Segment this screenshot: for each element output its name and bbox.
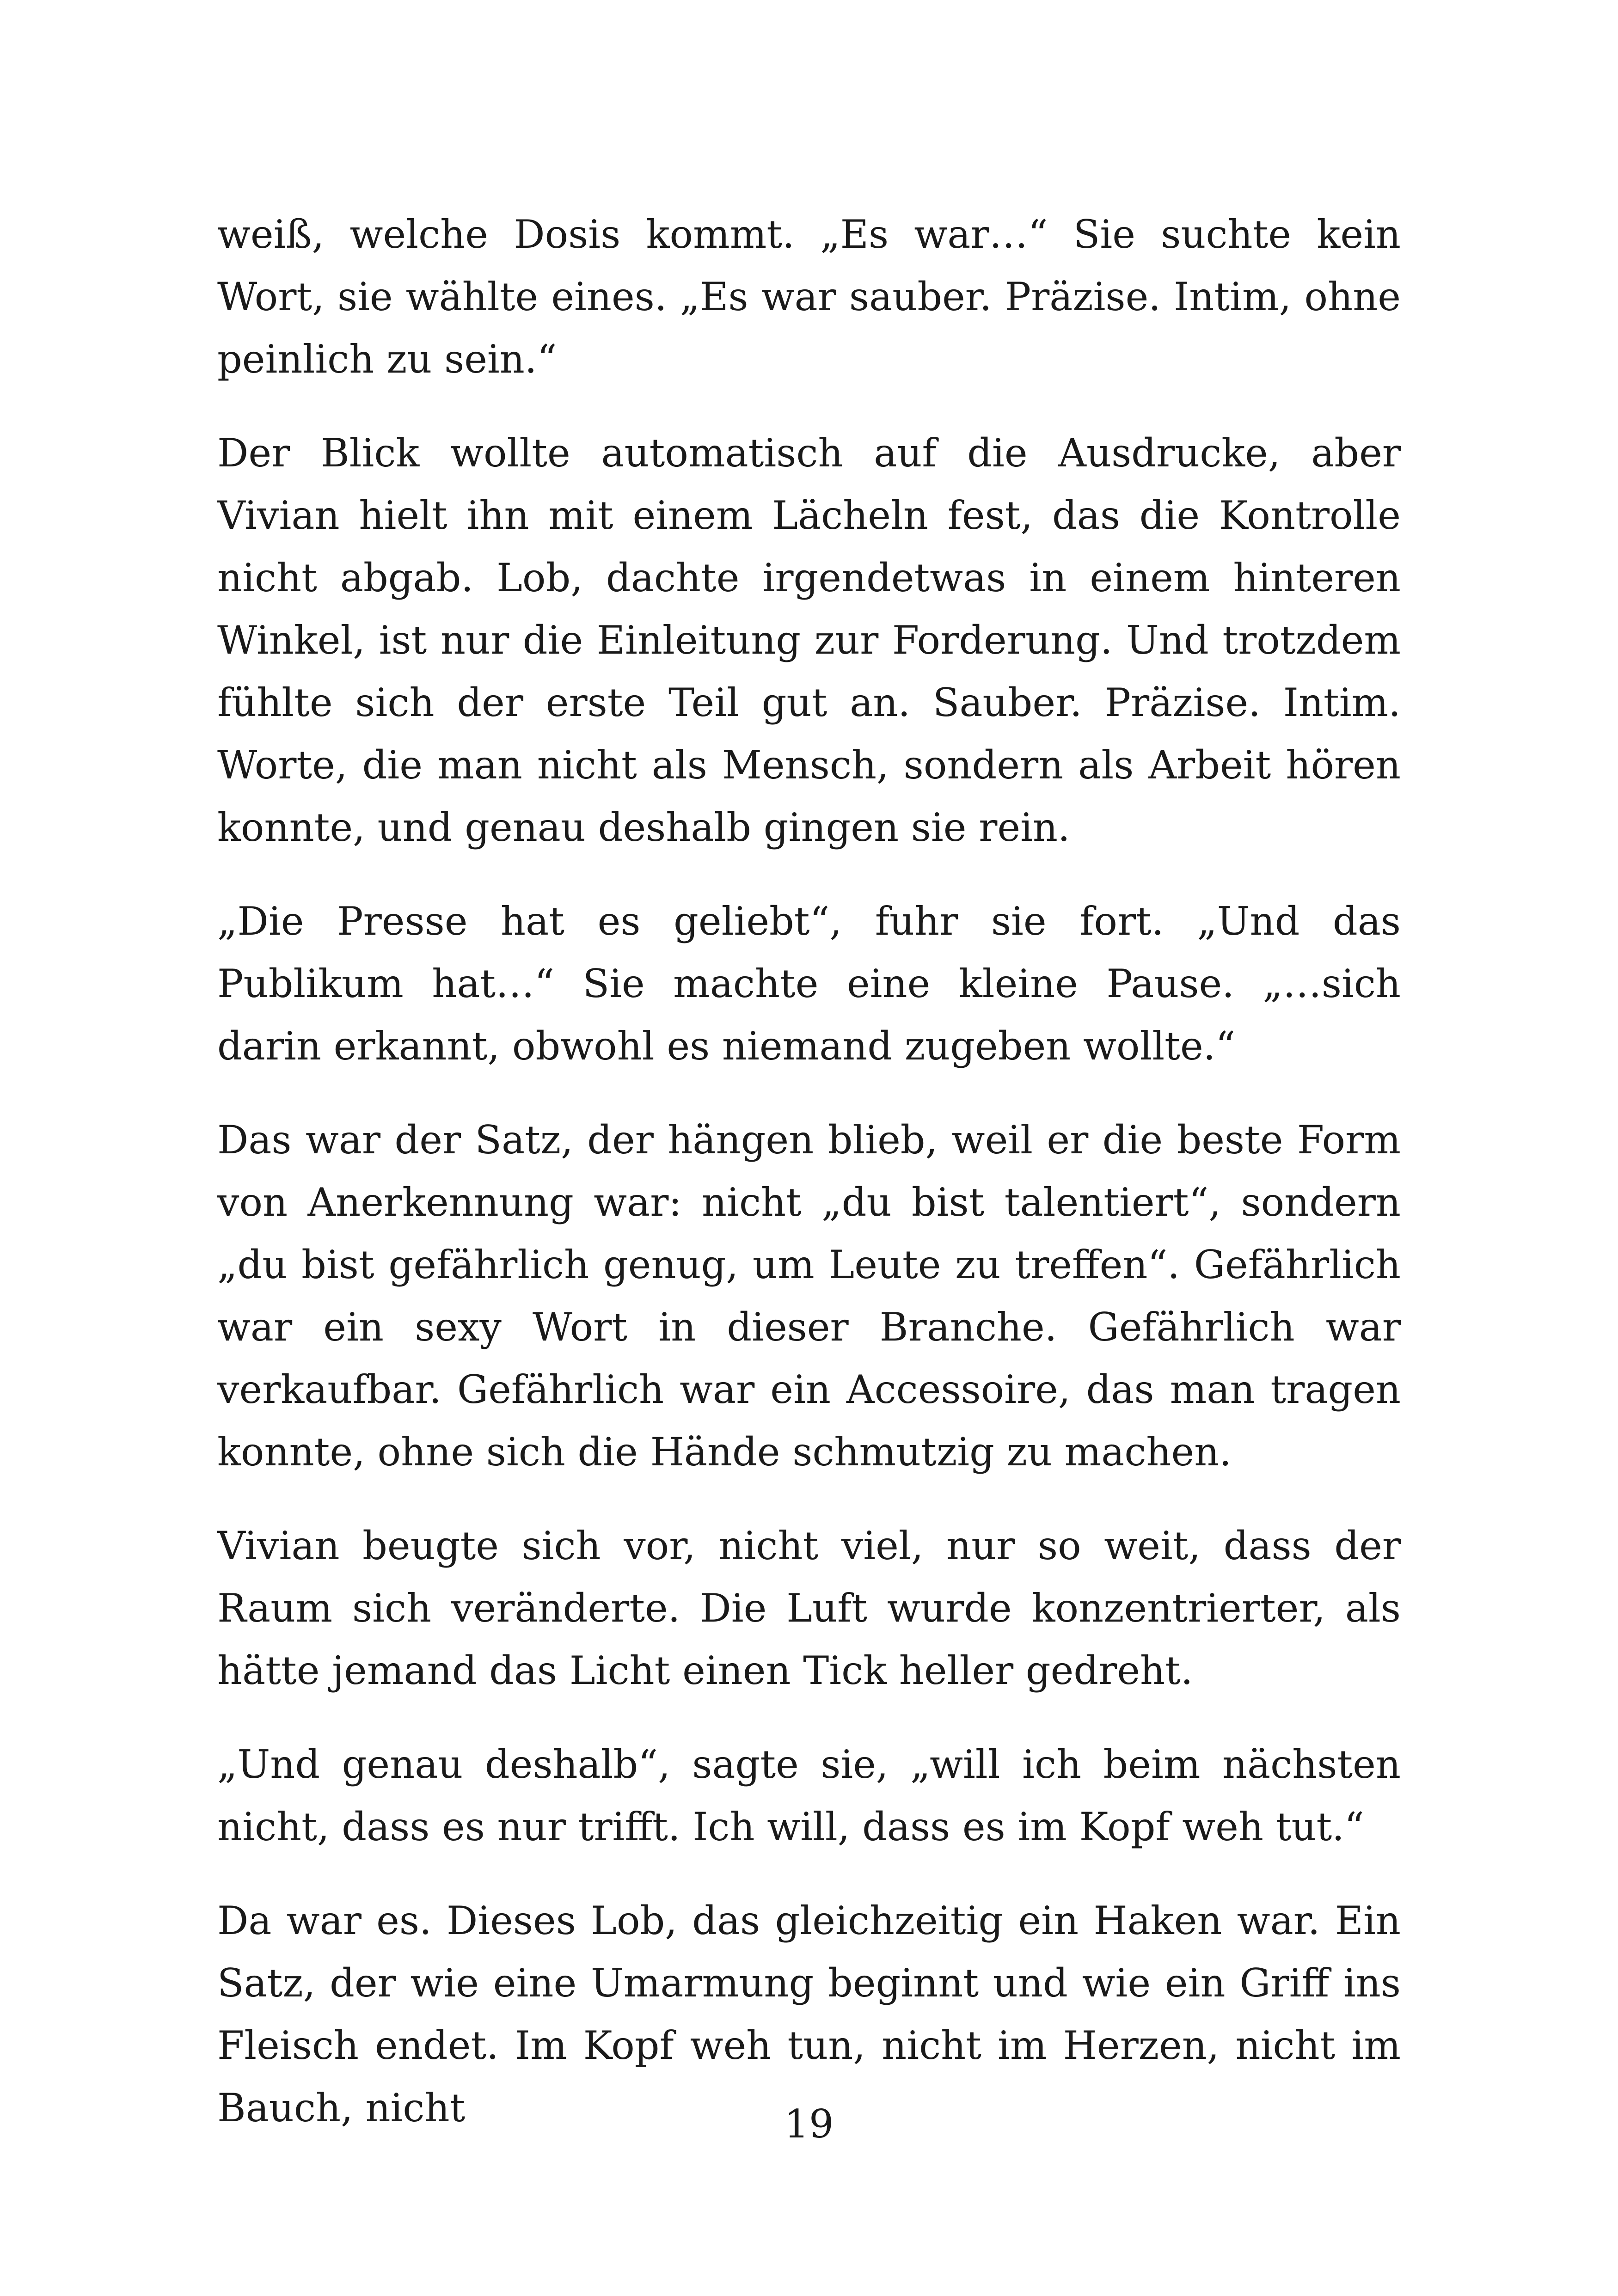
- paragraph-4: Das war der Satz, der hängen blieb, weil er die beste Form von Anerkennung war: nicht „du bist talentiert“, sondern „du bist gefährlich genug, um Leute zu treffen“. Gefährlich war ein sexy Wort in dieser Branche. Gefährlich war verkaufbar. Gefährlich war ein Accessoire, das man tragen konnte, ohne sich die Hände schmutzig zu machen.: [217, 1117, 1401, 1475]
- paragraph-2: Der Blick wollte automatisch auf die Ausdrucke, aber Vivian hielt ihn mit einem Lächeln fest, das die Kontrolle nicht abgab. Lob, dachte irgendetwas in einem hinteren Winkel, ist nur die Einleitung zur Forderung. Und trotzdem fühlte sich der erste Teil gut an. Sauber. Präzise. Intim. Worte, die man nicht als Mensch, sondern als Arbeit hören konnte, und genau deshalb gingen sie rein.: [217, 430, 1401, 850]
- body-text: [217, 203, 1401, 2171]
- page-number: 19: [784, 2101, 834, 2147]
- paragraph-6: „Und genau deshalb“, sagte sie, „will ich beim nächsten nicht, dass es nur trifft. Ich will, dass es im Kopf weh tut.“: [217, 1742, 1401, 1849]
- paragraph-7: Da war es. Dieses Lob, das gleichzeitig ein Haken war. Ein Satz, der wie eine Umarmung beginnt und wie ein Griff ins Fleisch endet. Im Kopf weh tun, nicht im Herzen, nicht im Bauch, nicht: [217, 1898, 1401, 2131]
- paragraph-3: „Die Presse hat es geliebt“, fuhr sie fort. „Und das Publikum hat…“ Sie machte eine kleine Pause. „…sich darin erkannt, obwohl es niemand zugeben wollte.“: [217, 899, 1401, 1069]
- paragraph-1: weiß, welche Dosis kommt. „Es war…“ Sie suchte kein Wort, sie wählte eines. „Es war sauber. Präzise. Intim, ohne peinlich zu sein.“: [217, 212, 1401, 382]
- paragraph-5: Vivian beugte sich vor, nicht viel, nur so weit, dass der Raum sich veränderte. Die Luft wurde konzentrierter, als hätte jemand das Licht einen Tick heller gedreht.: [217, 1523, 1401, 1693]
